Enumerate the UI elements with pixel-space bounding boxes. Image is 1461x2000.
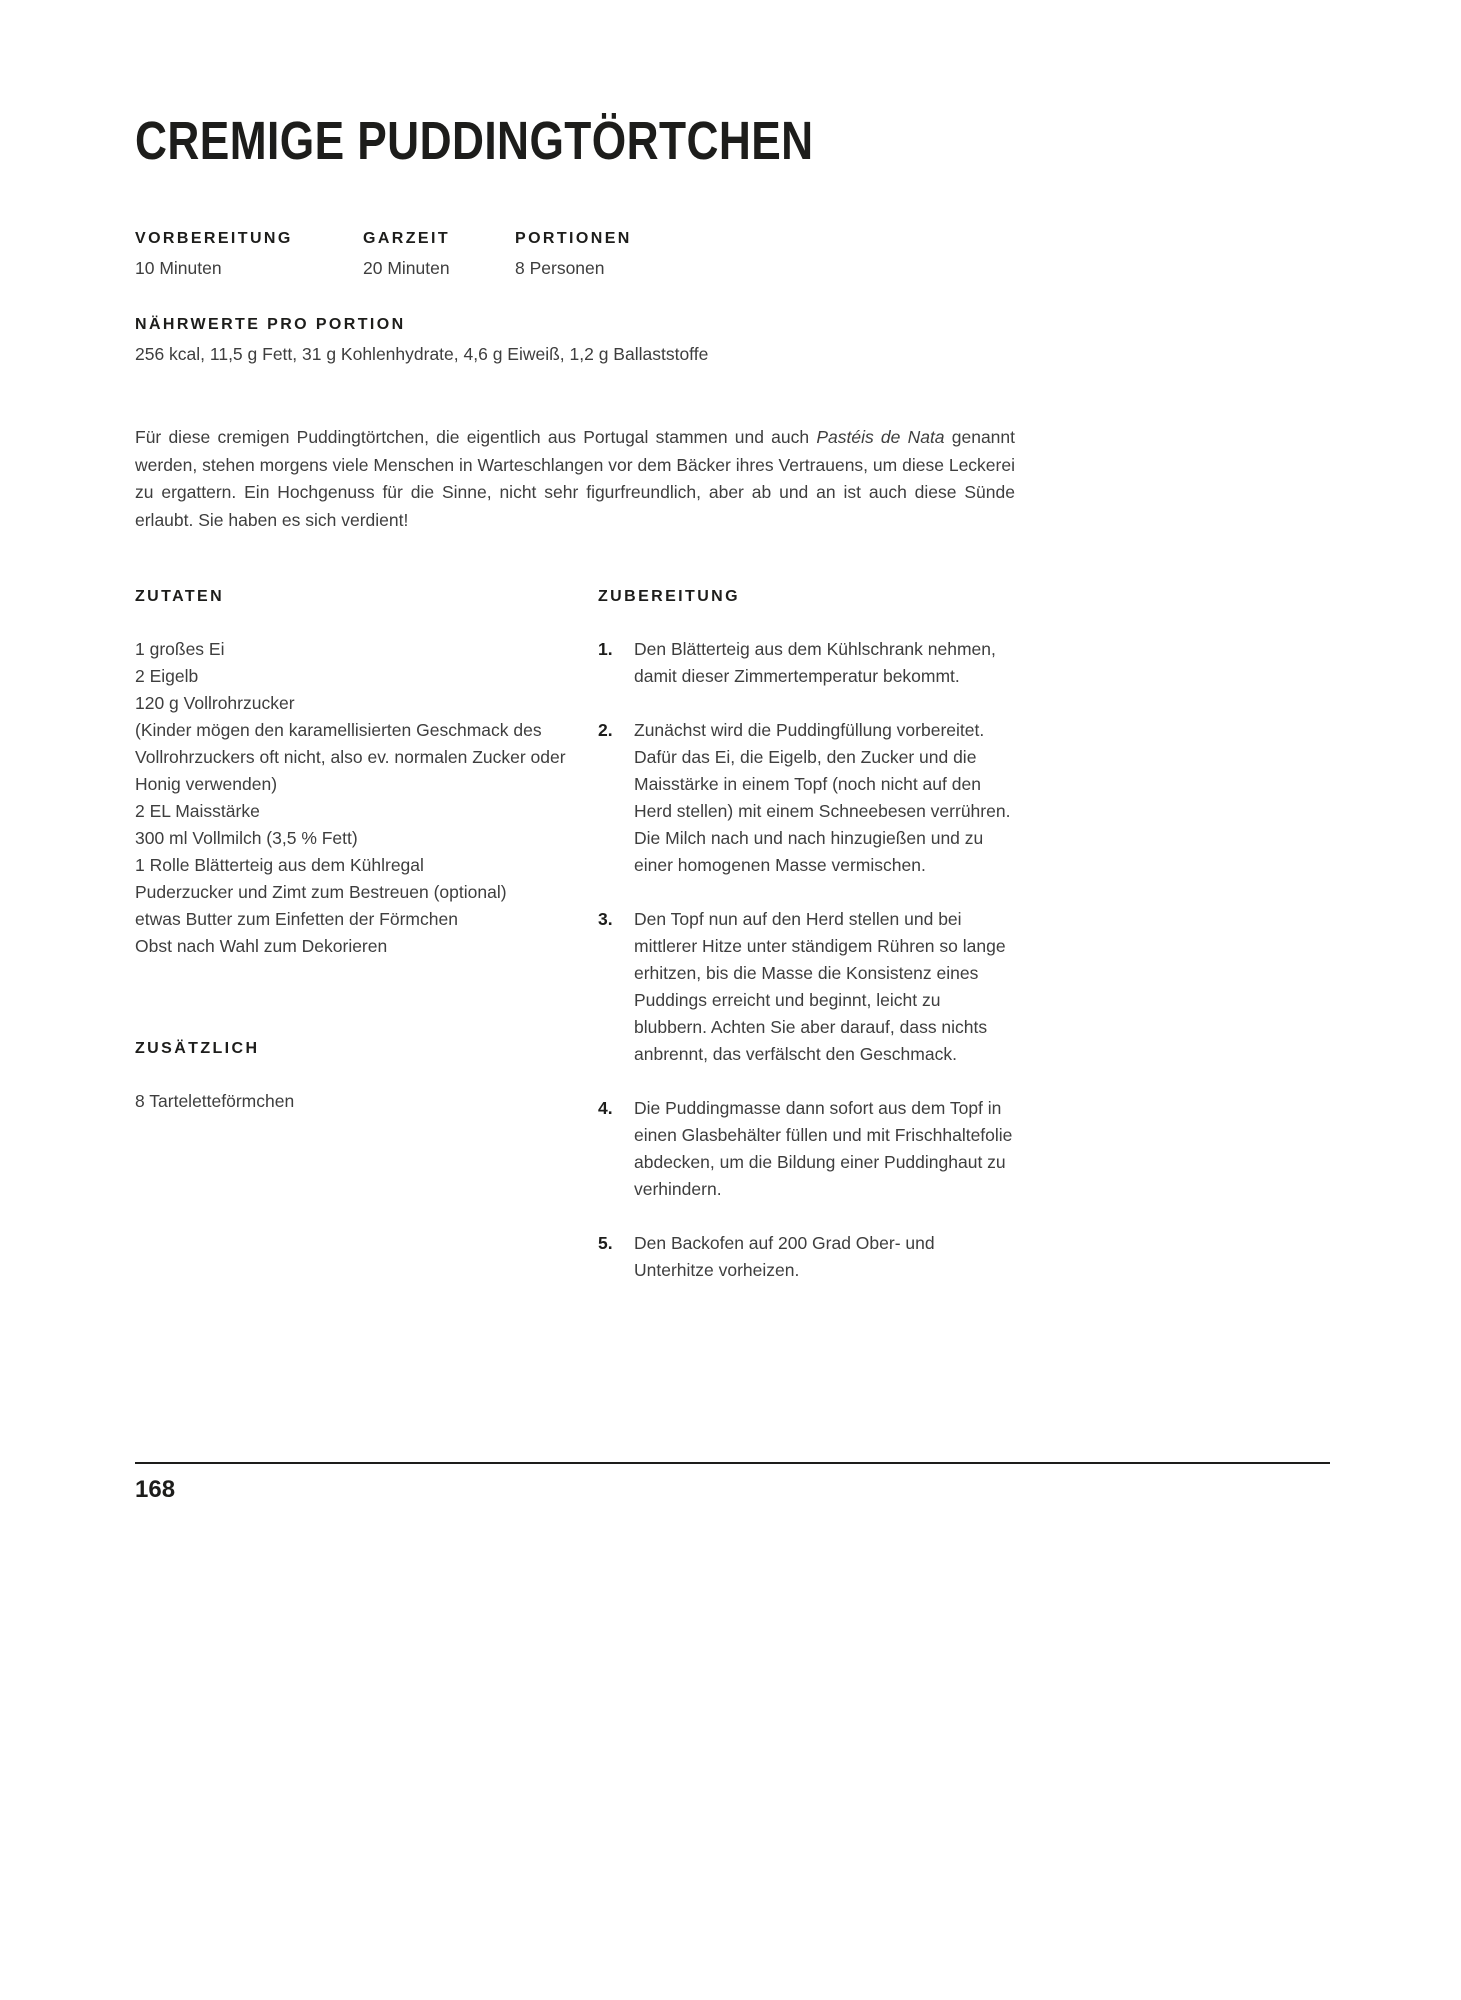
extra-list bbox=[135, 1088, 578, 1115]
preparation-heading: ZUBEREITUNG bbox=[598, 588, 740, 605]
ingredient-item: 2 Eigelb bbox=[135, 666, 199, 686]
ingredients-heading: ZUTATEN bbox=[135, 588, 225, 605]
page-footer bbox=[135, 1462, 1330, 1504]
step-number: 1. bbox=[598, 639, 613, 659]
footer-divider bbox=[135, 1462, 1330, 1464]
meta-column bbox=[515, 230, 632, 282]
step-text: Den Blätterteig aus dem Kühlschrank nehmen, damit dieser Zimmertemperatur bekommt. bbox=[634, 639, 996, 686]
step-number: 4. bbox=[598, 1098, 613, 1118]
intro-text-2: genannt werden, stehen morgens viele Menschen in Warteschlangen vor dem Bäcker ihres Vertrauens, um diese Leckerei zu ergattern. Ein Hochgenuss für die Sinne, nicht sehr figurfreundlich, aber ab und an ist auch diese Sünde erlaubt. Sie haben es sich verdient! bbox=[135, 427, 1015, 530]
recipe-columns bbox=[135, 588, 1015, 1311]
step-item bbox=[598, 717, 1015, 879]
meta-value: 8 Personen bbox=[515, 258, 605, 278]
page-title: CREMIGE PUDDINGTÖRTCHEN bbox=[135, 111, 814, 171]
page-number: 168 bbox=[135, 1476, 176, 1503]
ingredient-item: etwas Butter zum Einfetten der Förmchen bbox=[135, 909, 458, 929]
step-number: 5. bbox=[598, 1233, 613, 1253]
ingredient-item: 1 großes Ei bbox=[135, 639, 225, 659]
ingredient-item: 120 g Vollrohrzucker bbox=[135, 693, 295, 713]
ingredient-item: 300 ml Vollmilch (3,5 % Fett) bbox=[135, 828, 358, 848]
step-item bbox=[598, 636, 1015, 690]
page-content bbox=[135, 110, 1015, 1311]
ingredient-item: Puderzucker und Zimt zum Bestreuen (optional) bbox=[135, 882, 507, 902]
step-item bbox=[598, 1095, 1015, 1203]
ingredient-item: (Kinder mögen den karamellisierten Geschmack des Vollrohrzuckers oft nicht, also ev. normalen Zucker oder Honig verwenden) bbox=[135, 720, 566, 794]
step-text: Zunächst wird die Puddingfüllung vorbereitet. Dafür das Ei, die Eigelb, den Zucker und die Maisstärke in einem Topf (noch nicht auf den Herd stellen) mit einem Schneebesen verrühren. Die Milch nach und nach hinzugießen und zu einer homogenen Masse vermischen. bbox=[634, 720, 1011, 875]
step-item bbox=[598, 906, 1015, 1068]
meta-value: 20 Minuten bbox=[363, 258, 450, 278]
ingredients-column bbox=[135, 588, 598, 1311]
extra-item: 8 Tarteletteförmchen bbox=[135, 1091, 295, 1111]
step-number: 3. bbox=[598, 909, 613, 929]
nutrition-values: 256 kcal, 11,5 g Fett, 31 g Kohlenhydrate, 4,6 g Eiweiß, 1,2 g Ballaststoffe bbox=[135, 344, 709, 364]
ingredient-item: 1 Rolle Blätterteig aus dem Kühlregal bbox=[135, 855, 424, 875]
intro-text-italic: Pastéis de Nata bbox=[816, 427, 945, 447]
intro-paragraph bbox=[135, 424, 1015, 534]
step-text: Die Puddingmasse dann sofort aus dem Topf in einen Glasbehälter füllen und mit Frischhaltefolie abdecken, um die Bildung einer Puddinghaut zu verhindern. bbox=[634, 1098, 1013, 1199]
meta-label: PORTIONEN bbox=[515, 230, 632, 247]
ingredient-item: Obst nach Wahl zum Dekorieren bbox=[135, 936, 388, 956]
meta-label: VORBEREITUNG bbox=[135, 230, 293, 247]
meta-label: GARZEIT bbox=[363, 230, 451, 247]
meta-column bbox=[363, 230, 515, 282]
extra-heading: ZUSÄTZLICH bbox=[135, 1040, 260, 1057]
preparation-column bbox=[598, 588, 1015, 1311]
intro-text-1: Für diese cremigen Puddingtörtchen, die eigentlich aus Portugal stammen und auch bbox=[135, 427, 817, 447]
recipe-meta bbox=[135, 230, 1015, 282]
step-list bbox=[598, 636, 1015, 1284]
nutrition-heading: NÄHRWERTE PRO PORTION bbox=[135, 316, 406, 333]
step-item bbox=[598, 1230, 1015, 1284]
step-number: 2. bbox=[598, 720, 613, 740]
step-text: Den Backofen auf 200 Grad Ober- und Unterhitze vorheizen. bbox=[634, 1233, 935, 1280]
ingredient-item: 2 EL Maisstärke bbox=[135, 801, 260, 821]
meta-value: 10 Minuten bbox=[135, 258, 222, 278]
ingredient-list bbox=[135, 636, 578, 960]
nutrition-section bbox=[135, 316, 1015, 368]
meta-column bbox=[135, 230, 363, 282]
step-text: Den Topf nun auf den Herd stellen und bei mittlerer Hitze unter ständigem Rühren so lange erhitzen, bis die Masse die Konsistenz eines Puddings erreicht und beginnt, leicht zu blubbern. Achten Sie aber darauf, dass nichts anbrennt, das verfälscht den Geschmack. bbox=[634, 909, 1006, 1064]
